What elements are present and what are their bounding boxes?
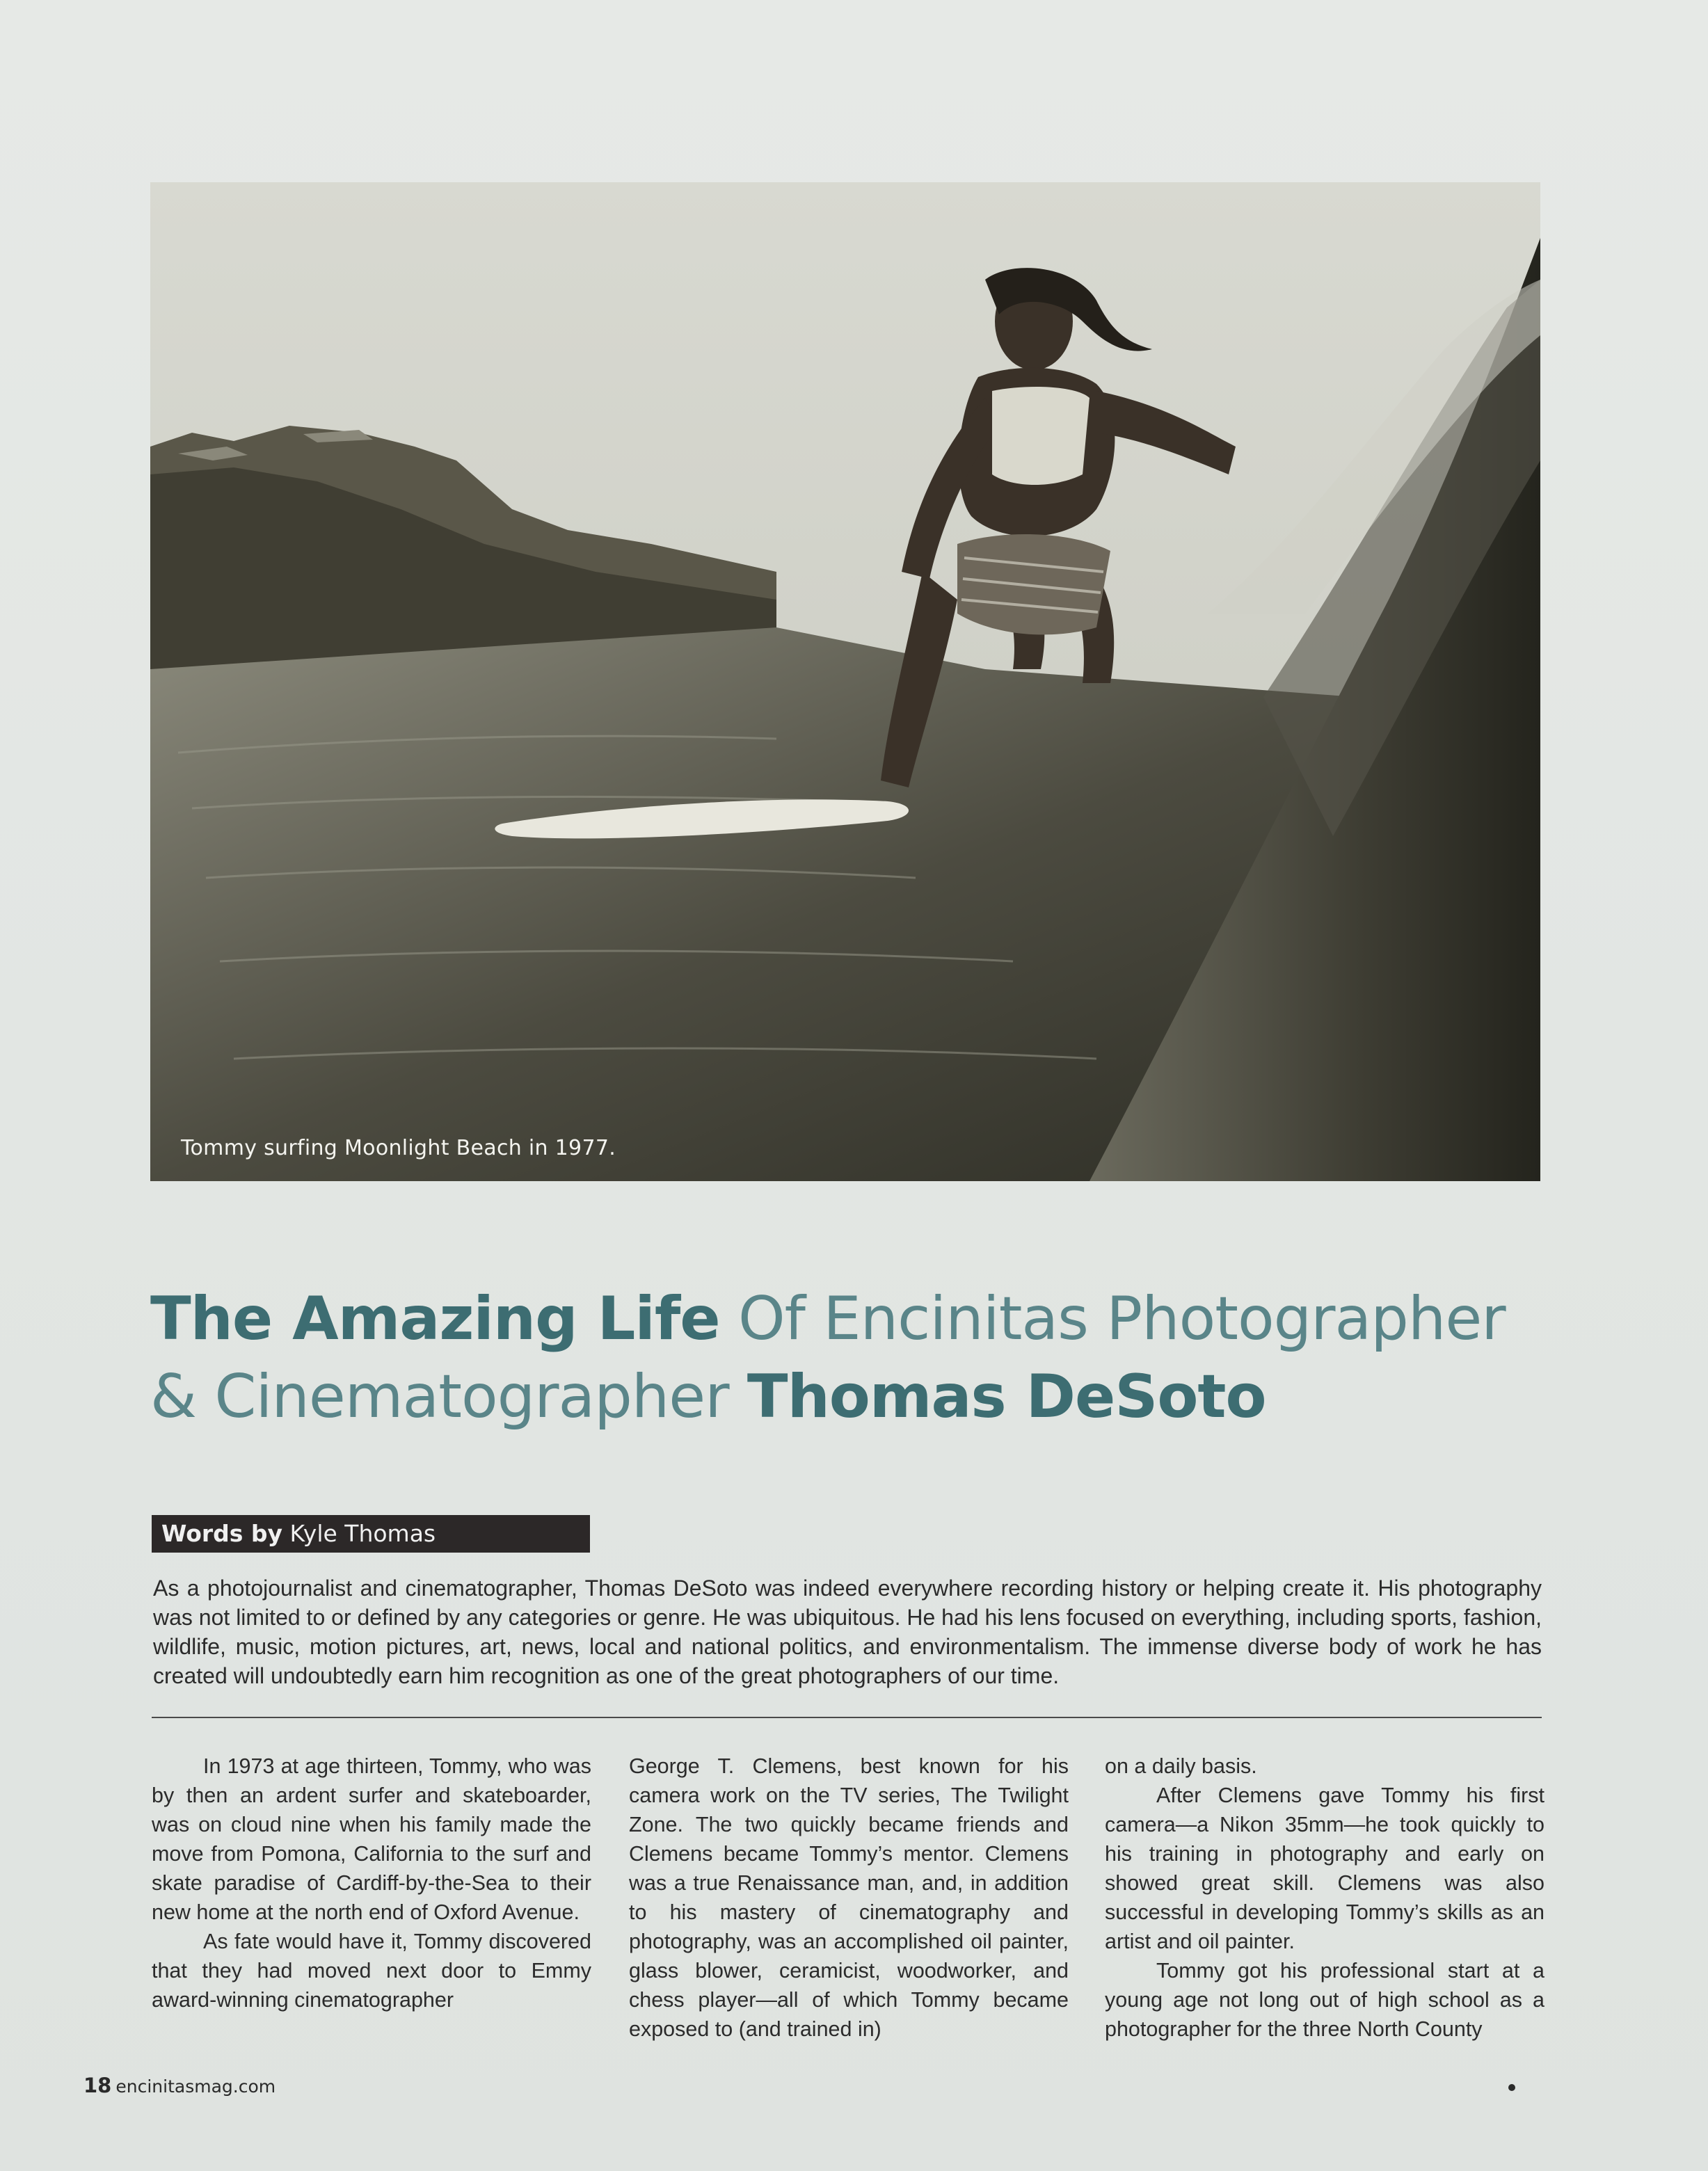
- page-number: 18: [83, 2074, 112, 2097]
- headline-light-2: & Cinematographer: [150, 1362, 747, 1432]
- headline-light-1: Of Encinitas Photographer: [719, 1284, 1506, 1354]
- footer-site: encinitasmag.com: [115, 2076, 276, 2097]
- page-footer: [83, 2074, 276, 2097]
- headline-line-1: [150, 1280, 1542, 1358]
- body-column-3: [1105, 1752, 1545, 2044]
- byline-label: Words by: [161, 1520, 283, 1547]
- footer-bullet: [1508, 2084, 1515, 2091]
- photo-caption: Tommy surfing Moonlight Beach in 1977.: [181, 1136, 616, 1160]
- body-column-2: [629, 1752, 1069, 2044]
- headline-line-2: [150, 1358, 1542, 1436]
- body-paragraph: on a daily basis.: [1105, 1754, 1257, 1778]
- headline-bold-2: Thomas DeSoto: [747, 1362, 1266, 1432]
- section-divider: [152, 1717, 1542, 1718]
- headline-bold-1: The Amazing Life: [150, 1284, 720, 1354]
- body-paragraph: After Clemens gave Tommy his first camera—a Nikon 35mm—he took quickly to his training in photography and early on showed great skill. Clemens was also successful in developing Tommy’s skills as an artist and oil painter.: [1105, 1784, 1545, 1953]
- article-headline: [150, 1280, 1542, 1436]
- body-paragraph: Tommy got his professional start at a young age not long out of high school as a photographer for the three North County: [1105, 1959, 1545, 2041]
- intro-paragraph: As a photojournalist and cinematographer, Thomas DeSoto was indeed everywhere recording history or helping create it. His photography was not limited to or defined by any categories or genre. He was ubiquitous. He had his lens focused on everything, including sports, fashion, wildlife, music, motion pictures, art, news, local and national politics, and environmentalism. The immense diverse body of work he has created will undoubtedly earn him recognition as one of the great photographers of our time.: [153, 1576, 1542, 1688]
- surf-photo-illustration: [150, 182, 1540, 1181]
- body-paragraph: George T. Clemens, best known for his camera work on the TV series, The Twilight Zone. The two quickly became friends and Clemens became Tommy’s mentor. Clemens was a true Renaissance man, and, in addition to his mastery of cinematography and photography, was an accomplished oil painter, glass blower, ceramicist, woodworker, and chess player—all of which Tommy became exposed to (and trained in): [629, 1754, 1069, 2041]
- body-column-1: [152, 1752, 591, 2014]
- byline-bar: [152, 1515, 590, 1553]
- byline-author: Kyle Thomas: [282, 1520, 436, 1547]
- surf-photo: [150, 182, 1540, 1181]
- body-paragraph: In 1973 at age thirteen, Tommy, who was by then an ardent surfer and skateboarder, was on cloud nine when his family made the move from Pomona, California to the surf and skate paradise of Cardiff-by-the-Sea to their new home at the north end of Oxford Avenue.: [152, 1754, 591, 1924]
- body-paragraph: As fate would have it, Tommy discovered that they had moved next door to Emmy award-winning cinematographer: [152, 1930, 591, 2012]
